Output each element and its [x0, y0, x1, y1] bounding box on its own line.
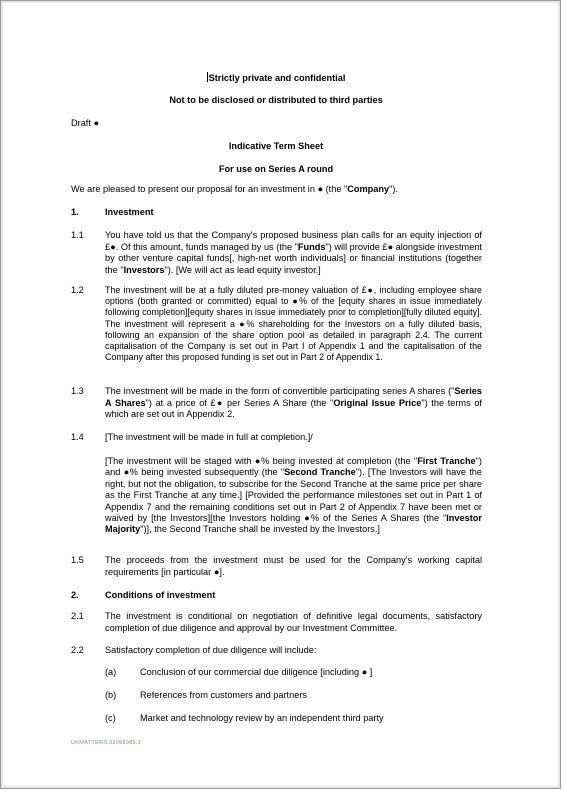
- section-heading: Investment: [105, 207, 154, 217]
- list-item-label: (b): [105, 690, 117, 700]
- distribution-notice: Not to be disclosed or distributed to third parties: [169, 95, 383, 105]
- confidential-heading: Strictly private and confidential: [208, 73, 346, 83]
- clause-number: 1.4: [71, 432, 84, 442]
- clause-1-4-intro: [The investment will be made in full at completion.]/: [105, 432, 313, 442]
- list-item-label: (c): [105, 713, 116, 723]
- document-subtitle: For use on Series A round: [218, 164, 334, 174]
- clause-number: 1.5: [71, 555, 84, 565]
- section-heading: Conditions of investment: [105, 590, 216, 600]
- list-item-label: (a): [105, 667, 117, 677]
- clause-2-2: Satisfactory completion of due diligence will include:: [105, 645, 317, 655]
- clause-1-5: The proceeds from the investment must be used for the Company's working capital requirements [in particular ●].: [105, 555, 482, 577]
- clause-1-4-body: [The investment will be staged with ●% being invested at completion (the "First Tranche") and ●% being invested subsequently (the "Second Tranche"). [The Investors will have the right, but not the obligation, to subscribe for the Second Tranche at the same price per share as the First Tranche at any time.] [Provided the performance milestones set out in Part 1 of Appendix 7 and the remaining conditions set out in Part 2 of Appendix 7 have been met or waived by [the Investors][the Investors holding ●% of the Series A Shares (the "Investor Majority")], the Second Tranche shall be invested by the Investors.]: [105, 456, 482, 535]
- text-cursor: [207, 72, 208, 82]
- list-item-text: Market and technology review by an independent third party: [140, 713, 384, 723]
- clause-1-1: You have told us that the Company's proposed business plan calls for an equity injection of £●. Of this amount, funds managed by us (the "Funds") will provide £● alongside investment by other venture capital funds[, high-net worth individuals] or financial institutions (together the "Investors"). [We will act as lead equity investor.]: [105, 230, 482, 275]
- clause-number: 1.1: [71, 230, 84, 240]
- intro-paragraph: We are pleased to present our proposal for an investment in ● (the "Company").: [71, 184, 398, 194]
- draft-label: Draft ●: [71, 118, 100, 128]
- section-number: 2.: [71, 590, 79, 600]
- clause-number: 1.3: [71, 386, 84, 396]
- clause-number: 1.2: [71, 285, 84, 295]
- document-reference-footer: UKMATTERS:33958985.1: [71, 740, 142, 746]
- section-number: 1.: [71, 207, 79, 217]
- clause-1-3: The investment will be made in the form of convertible participating series A shares ("Series A Shares") at a price of £● per Series A Share (the "Original Issue Price") the terms of which are set out in Appendix 2.: [105, 386, 482, 420]
- list-item-text: Conclusion of our commercial due diligence [including ● ]: [140, 667, 373, 677]
- clause-2-1: The investment is conditional on negotiation of definitive legal documents, satisfactory completion of due diligence and approval by our Investment Committee.: [105, 611, 482, 633]
- clause-number: 2.1: [71, 611, 84, 621]
- document-title: Indicative Term Sheet: [228, 141, 324, 151]
- list-item-text: References from customers and partners: [140, 690, 307, 700]
- clause-number: 2.2: [71, 645, 84, 655]
- clause-1-2: The investment will be at a fully diluted pre-money valuation of £●, including employee share options (both granted or committed) equal to ●% of the [equity shares in issue immediately following completion][equity shares in issue immediately prior to completion][fully diluted equity]. The investment will represent a ●% shareholding for the Investors on a fully diluted basis, following an expansion of the share option pool as detailed in paragraph 2.4. The current capitalisation of the Company is set out in Part I of Appendix 1 and the capitalisation of the Company after this proposed funding is set out in Part 2 of Appendix 1.: [105, 285, 482, 363]
